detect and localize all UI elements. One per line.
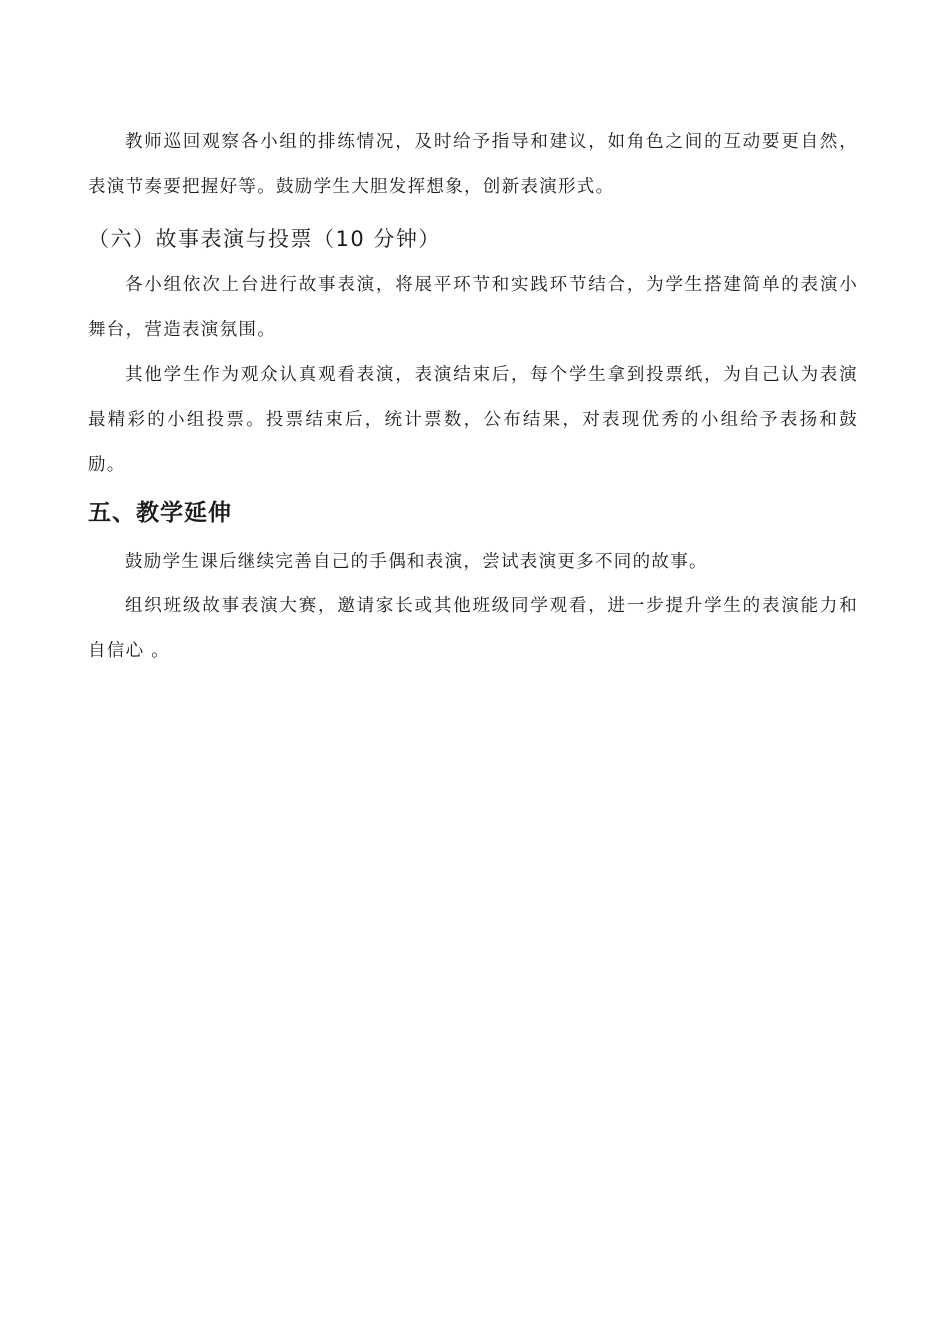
paragraph-extension-1: 鼓励学生课后继续完善自己的手偶和表演，尝试表演更多不同的故事。 [125, 552, 708, 572]
paragraph-performance: 各小组依次上台进行故事表演，将展平环节和实践环节结合，为学生搭建简单的表演小舞台，营造表演氛围。 [88, 275, 858, 340]
subsection-title: （六）故事表演与投票（10 分钟） [88, 227, 441, 251]
paragraph-extension-2: 组织班级故事表演大赛，邀请家长或其他班级同学观看，进一步提升学生的表演能力和自信心 。 [88, 596, 858, 661]
section-title: 五、教学延伸 [88, 500, 232, 526]
paragraph-voting: 其他学生作为观众认真观看表演，表演结束后，每个学生拿到投票纸，为自己认为表演最精彩的小组投票。投票结束后，统计票数，公布结果，对表现优秀的小组给予表扬和鼓励。 [88, 365, 858, 475]
paragraph-rehearsal-guidance: 教师巡回观察各小组的排练情况，及时给予指导和建议，如角色之间的互动要更自然，表演节奏要把握好等。鼓励学生大胆发挥想象，创新表演形式。 [88, 132, 858, 197]
